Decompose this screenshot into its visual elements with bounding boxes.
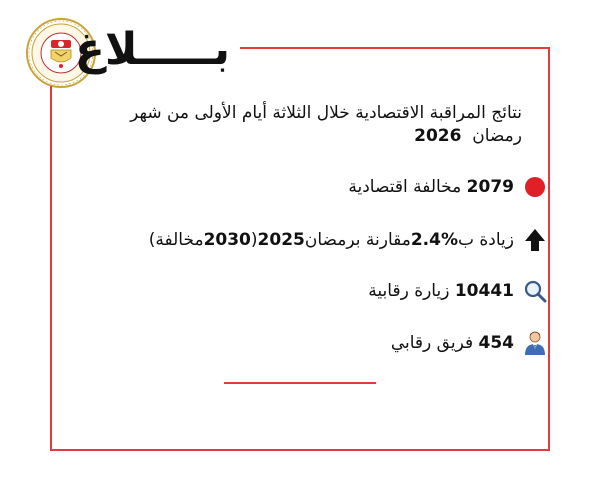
magnifier-icon bbox=[522, 278, 548, 304]
title-text: بـــــلاغ bbox=[74, 24, 230, 75]
stat-teams-value: 454 bbox=[478, 333, 514, 353]
stat-increase bbox=[149, 225, 548, 255]
stat-increase-text-d: مخالفة) bbox=[148, 230, 204, 250]
stat-increase-year: 2025 bbox=[257, 230, 305, 250]
intro-year: 2026 bbox=[414, 126, 462, 146]
frame-left-line bbox=[50, 86, 52, 451]
stat-visits bbox=[368, 276, 548, 306]
stat-violations-label: مخالفة اقتصادية bbox=[348, 177, 462, 197]
stat-increase-ref: 2030 bbox=[203, 230, 251, 250]
frame-right-line bbox=[548, 47, 550, 451]
bottom-divider bbox=[224, 382, 376, 384]
stat-violations bbox=[348, 172, 548, 202]
stat-visits-value: 10441 bbox=[454, 281, 514, 301]
intro-paragraph bbox=[82, 102, 522, 148]
frame-bottom-line bbox=[50, 449, 550, 451]
red-circle-icon bbox=[522, 174, 548, 200]
stat-increase-text-c: ( bbox=[250, 230, 258, 250]
stat-increase-text-a: زيادة ب bbox=[457, 230, 514, 250]
inspector-person-icon bbox=[522, 330, 548, 356]
intro-month: رمضان bbox=[472, 126, 522, 146]
frame-top-line bbox=[240, 47, 550, 49]
intro-line-2 bbox=[82, 125, 522, 148]
stat-increase-percent: 2.4% bbox=[410, 230, 458, 250]
stat-violations-value: 2079 bbox=[466, 177, 514, 197]
arrow-up-icon bbox=[522, 227, 548, 253]
stat-increase-text-b: مقارنة برمضان bbox=[304, 230, 411, 250]
intro-line-1: نتائج المراقبة الاقتصادية خلال الثلاثة أيام الأولى من شهر bbox=[130, 103, 522, 123]
stat-visits-label: زيارة رقابية bbox=[368, 281, 450, 301]
page-title bbox=[74, 22, 230, 78]
stat-teams bbox=[391, 328, 548, 358]
stat-teams-label: فريق رقابي bbox=[390, 333, 474, 353]
